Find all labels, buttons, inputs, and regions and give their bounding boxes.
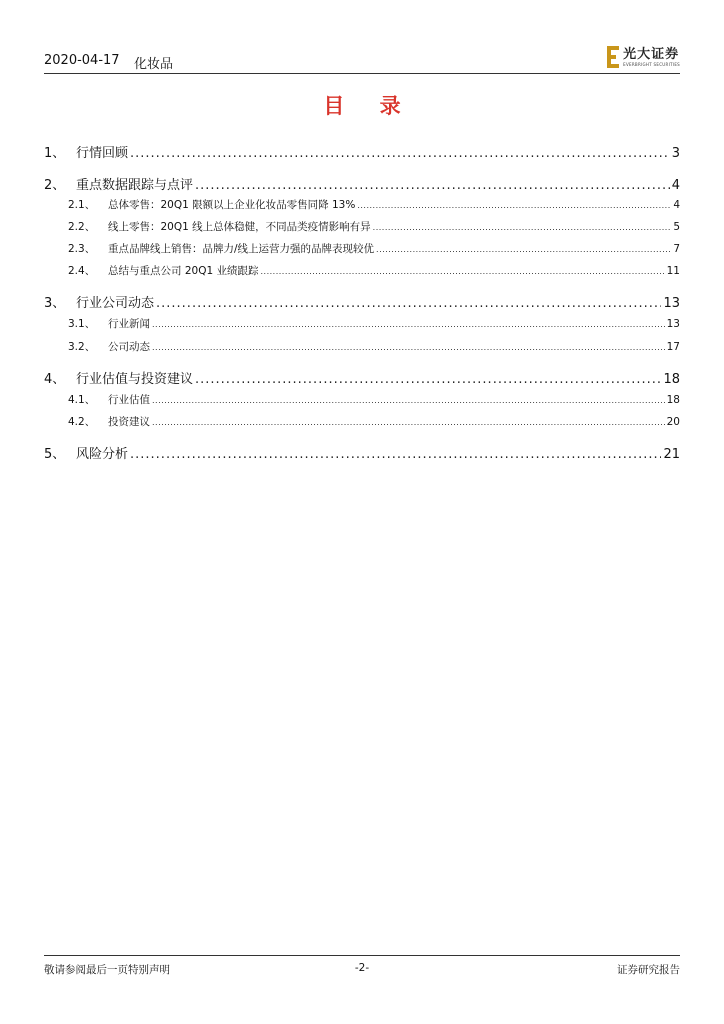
toc-leader-dots bbox=[195, 372, 661, 387]
toc-entry[interactable] bbox=[44, 174, 680, 193]
toc-entry-title: 公司动态 bbox=[108, 341, 150, 353]
toc-entry-number: 3、 bbox=[44, 296, 66, 311]
toc-leader-dots bbox=[373, 223, 672, 232]
footer-report-type: 证券研究报告 bbox=[617, 964, 680, 976]
logo-icon bbox=[607, 46, 619, 68]
toc-entry-title: 重点数据跟踪与点评 bbox=[76, 178, 194, 193]
toc-entry-title: 行业公司动态 bbox=[76, 296, 155, 311]
toc-entry-number: 2、 bbox=[44, 178, 66, 193]
toc-entry-page: 11 bbox=[666, 265, 680, 277]
toc-entry-title: 风险分析 bbox=[76, 447, 129, 462]
toc-leader-dots bbox=[357, 201, 671, 210]
toc-entry-title: 行业新闻 bbox=[108, 318, 150, 330]
toc-leader-dots bbox=[376, 245, 671, 254]
toc-entry-title: 行情回顾 bbox=[76, 146, 129, 161]
toc-entry-page: 4 bbox=[671, 178, 680, 193]
page-header bbox=[44, 48, 680, 74]
toc-entry-page: 5 bbox=[673, 221, 680, 233]
logo-chinese-name: 光大证券 bbox=[623, 46, 680, 62]
toc-entry-number: 4、 bbox=[44, 372, 66, 387]
toc-entry[interactable] bbox=[44, 339, 680, 354]
toc-entry[interactable] bbox=[44, 316, 680, 331]
toc-entry[interactable] bbox=[44, 368, 680, 387]
page-number: -2- bbox=[354, 962, 370, 974]
toc-leader-dots bbox=[195, 178, 670, 193]
toc-entry-number: 3.2、 bbox=[68, 341, 96, 353]
toc-leader-dots bbox=[152, 343, 665, 352]
toc-leader-dots bbox=[130, 447, 661, 462]
toc-heading: 目 录 bbox=[323, 93, 415, 118]
toc-entry[interactable] bbox=[44, 197, 680, 212]
report-date: 2020-04-17 bbox=[44, 53, 120, 68]
toc-entry-page: 21 bbox=[663, 447, 680, 462]
toc-entry-title: 重点品牌线上销售：品牌力/线上运营力强的品牌表现较优 bbox=[108, 243, 375, 255]
toc-entry[interactable] bbox=[44, 414, 680, 429]
toc-entry[interactable] bbox=[44, 292, 680, 311]
toc-entry-page: 7 bbox=[673, 243, 680, 255]
toc-entry-title: 总结与重点公司 20Q1 业绩跟踪 bbox=[108, 265, 259, 277]
toc-entry-number: 2.1、 bbox=[68, 199, 96, 211]
toc-entry-number: 1、 bbox=[44, 146, 66, 161]
toc-entry[interactable] bbox=[44, 219, 680, 234]
toc-entry-page: 13 bbox=[666, 318, 680, 330]
toc-entry-number: 2.2、 bbox=[68, 221, 96, 233]
toc-entry-title: 投资建议 bbox=[108, 416, 150, 428]
toc-entry-number: 3.1、 bbox=[68, 318, 96, 330]
toc-entry-page: 18 bbox=[663, 372, 680, 387]
toc-leader-dots bbox=[152, 396, 665, 405]
toc-entry[interactable] bbox=[44, 392, 680, 407]
footer-divider bbox=[44, 955, 680, 956]
toc-entry[interactable] bbox=[44, 142, 680, 161]
toc-entry-number: 5、 bbox=[44, 447, 66, 462]
toc-entry-title: 线上零售：20Q1 线上总体稳健，不同品类疫情影响有异 bbox=[108, 221, 371, 233]
toc-leader-dots bbox=[156, 296, 661, 311]
report-category: 化妆品 bbox=[134, 57, 174, 72]
toc-entry[interactable] bbox=[44, 241, 680, 256]
header-divider bbox=[44, 73, 680, 74]
toc-entry-page: 3 bbox=[671, 146, 680, 161]
toc-entry[interactable] bbox=[44, 443, 680, 462]
toc-entry-title: 行业估值 bbox=[108, 394, 150, 406]
toc-entry-page: 18 bbox=[666, 394, 680, 406]
toc-entry-page: 17 bbox=[666, 341, 680, 353]
toc-entry-number: 4.2、 bbox=[68, 416, 96, 428]
toc-leader-dots bbox=[260, 267, 664, 276]
toc-entry[interactable] bbox=[44, 263, 680, 278]
toc-leader-dots bbox=[152, 320, 665, 329]
toc-entry-number: 2.3、 bbox=[68, 243, 96, 255]
toc-leader-dots bbox=[152, 418, 665, 427]
toc-entry-page: 13 bbox=[663, 296, 680, 311]
toc-entry-number: 2.4、 bbox=[68, 265, 96, 277]
toc-entry-title: 总体零售：20Q1 限额以上企业化妆品零售同降 13% bbox=[108, 199, 356, 211]
toc-entry-title: 行业估值与投资建议 bbox=[76, 372, 194, 387]
toc-entry-number: 4.1、 bbox=[68, 394, 96, 406]
footer-disclaimer: 敬请参阅最后一页特别声明 bbox=[44, 964, 170, 976]
toc-entry-page: 20 bbox=[666, 416, 680, 428]
toc-leader-dots bbox=[130, 146, 670, 161]
logo-english-name: EVERBRIGHT SECURITIES bbox=[623, 61, 680, 67]
company-logo bbox=[607, 45, 680, 69]
toc-entry-page: 4 bbox=[673, 199, 680, 211]
